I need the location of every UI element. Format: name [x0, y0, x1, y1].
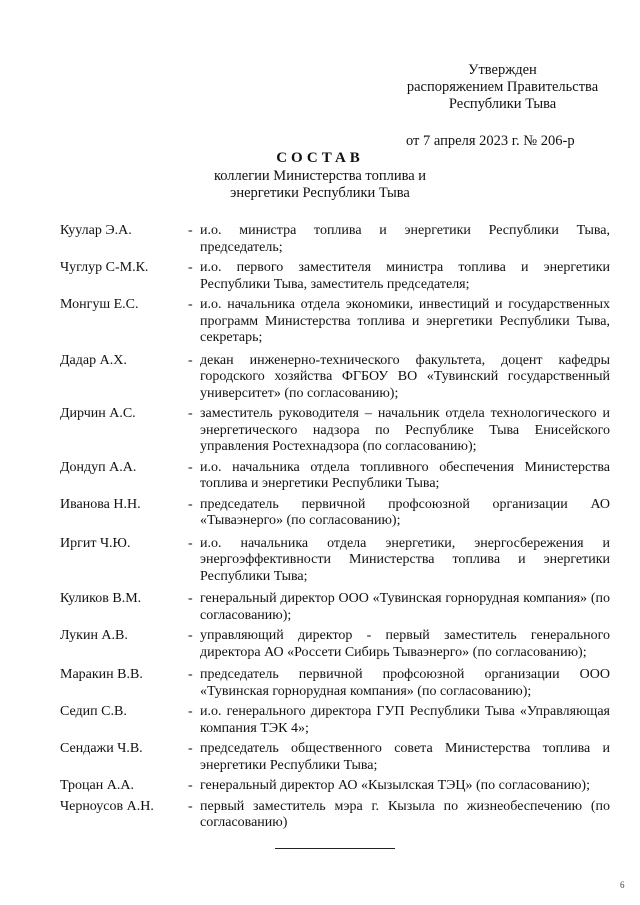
- member-name: Дадар А.Х.: [60, 352, 127, 368]
- member-name: Иванова Н.Н.: [60, 496, 141, 512]
- member-row: [60, 778, 610, 795]
- subtitle-line: энергетики Республики Тыва: [230, 185, 410, 201]
- member-row: [60, 223, 610, 256]
- member-row: [60, 628, 610, 661]
- member-name: Чуглур С-М.К.: [60, 260, 149, 275]
- member-row: [60, 799, 610, 832]
- member-row: [60, 497, 610, 530]
- member-role: заместитель руководителя – начальник отдела технологического и энергетического надзора по Республике Тыва Енисейского управления Ростехнадзора (по согласованию);: [200, 406, 610, 454]
- member-name: Куликов В.М.: [60, 591, 142, 606]
- member-name: Дондуп А.А.: [60, 459, 137, 475]
- member-dash: -: [188, 297, 193, 312]
- member-dash: -: [188, 223, 193, 238]
- member-role: и.о. начальника отдела экономики, инвестиций и государственных программ Министерства топлива и энергетики Республики Тыва, секретарь;: [200, 297, 610, 345]
- member-row: [60, 460, 610, 493]
- member-dash: -: [188, 628, 193, 643]
- member-name: Черноусов А.Н.: [60, 798, 154, 814]
- member-dash: -: [188, 406, 193, 421]
- member-dash: -: [188, 459, 193, 475]
- approval-line: Утвержден: [468, 62, 537, 78]
- member-role: и.о. начальника отдела энергетики, энергосбережения и энергоэффективности Министерства топлива и энергетики Республики Тыва;: [200, 535, 610, 584]
- member-name: Лукин А.В.: [60, 628, 128, 643]
- member-dash: -: [188, 496, 193, 512]
- corner-mark: 6: [620, 880, 625, 890]
- member-dash: -: [188, 352, 193, 368]
- member-row: [60, 536, 610, 586]
- member-role: председатель общественного совета Министерства топлива и энергетики Республики Тыва;: [200, 741, 610, 773]
- approval-date: от 7 апреля 2023 г. № 206-р: [406, 133, 575, 149]
- member-row: [60, 260, 610, 293]
- member-row: [60, 704, 610, 737]
- approval-line: Республики Тыва: [448, 96, 557, 112]
- member-name: Маракин В.В.: [60, 667, 143, 682]
- member-role: и.о. генерального директора ГУП Республики Тыва «Управляющая компания ТЭК 4»;: [200, 704, 610, 736]
- member-row: [60, 741, 610, 774]
- member-dash: -: [188, 535, 193, 551]
- member-role: первый заместитель мэра г. Кызыла по жизнеобеспечению (по согласованию): [200, 798, 610, 830]
- member-dash: -: [188, 260, 193, 275]
- member-role: генеральный директор ООО «Тувинская горнорудная компания» (по согласованию);: [200, 591, 610, 623]
- member-row: [60, 667, 610, 700]
- document-subtitle: [0, 168, 640, 202]
- member-role: и.о. министра топлива и энергетики Республики Тыва, председатель;: [200, 223, 610, 255]
- member-row: [60, 591, 610, 624]
- member-name: Монгуш Е.С.: [60, 297, 139, 312]
- member-role: председатель первичной профсоюзной организации ООО «Тувинская горнорудная компания» (по согласованию);: [200, 667, 610, 699]
- member-name: Троцан А.А.: [60, 778, 134, 793]
- member-name: Дирчин А.С.: [60, 406, 136, 421]
- member-dash: -: [188, 667, 193, 682]
- member-role: и.о. первого заместителя министра топлива и энергетики Республики Тыва, заместитель председателя;: [200, 260, 610, 292]
- member-name: Иргит Ч.Ю.: [60, 535, 131, 551]
- member-row: [60, 297, 610, 347]
- member-role: и.о. начальника отдела топливного обеспечения Министерства топлива и энергетики Республики Тыва;: [200, 459, 610, 491]
- member-dash: -: [188, 591, 193, 606]
- approval-block: [400, 62, 605, 150]
- approval-line: распоряжением Правительства: [406, 79, 599, 95]
- member-dash: -: [188, 741, 193, 756]
- member-role: генеральный директор АО «Кызылская ТЭЦ» (по согласованию);: [200, 778, 590, 793]
- member-row: [60, 353, 610, 403]
- document-title: СОСТАВ: [276, 150, 364, 166]
- member-name: Седип С.В.: [60, 704, 127, 719]
- subtitle-line: коллегии Министерства топлива и: [213, 168, 427, 184]
- divider: [275, 848, 395, 849]
- member-role: председатель первичной профсоюзной организации АО «Тываэнерго» (по согласованию);: [200, 496, 610, 528]
- member-role: управляющий директор - первый заместитель генерального директора АО «Россети Сибирь Тываэнерго» (по согласованию);: [200, 628, 610, 660]
- members-list: [60, 219, 610, 832]
- member-dash: -: [188, 704, 193, 719]
- member-row: [60, 406, 610, 456]
- member-role: декан инженерно-технического факультета, доцент кафедры городского хозяйства ФГБОУ ВО «Тувинский государственный университет» (по согласованию);: [200, 352, 610, 401]
- member-name: Куулар Э.А.: [60, 223, 132, 238]
- member-dash: -: [188, 798, 193, 814]
- member-dash: -: [188, 778, 193, 793]
- member-name: Сендажи Ч.В.: [60, 741, 143, 756]
